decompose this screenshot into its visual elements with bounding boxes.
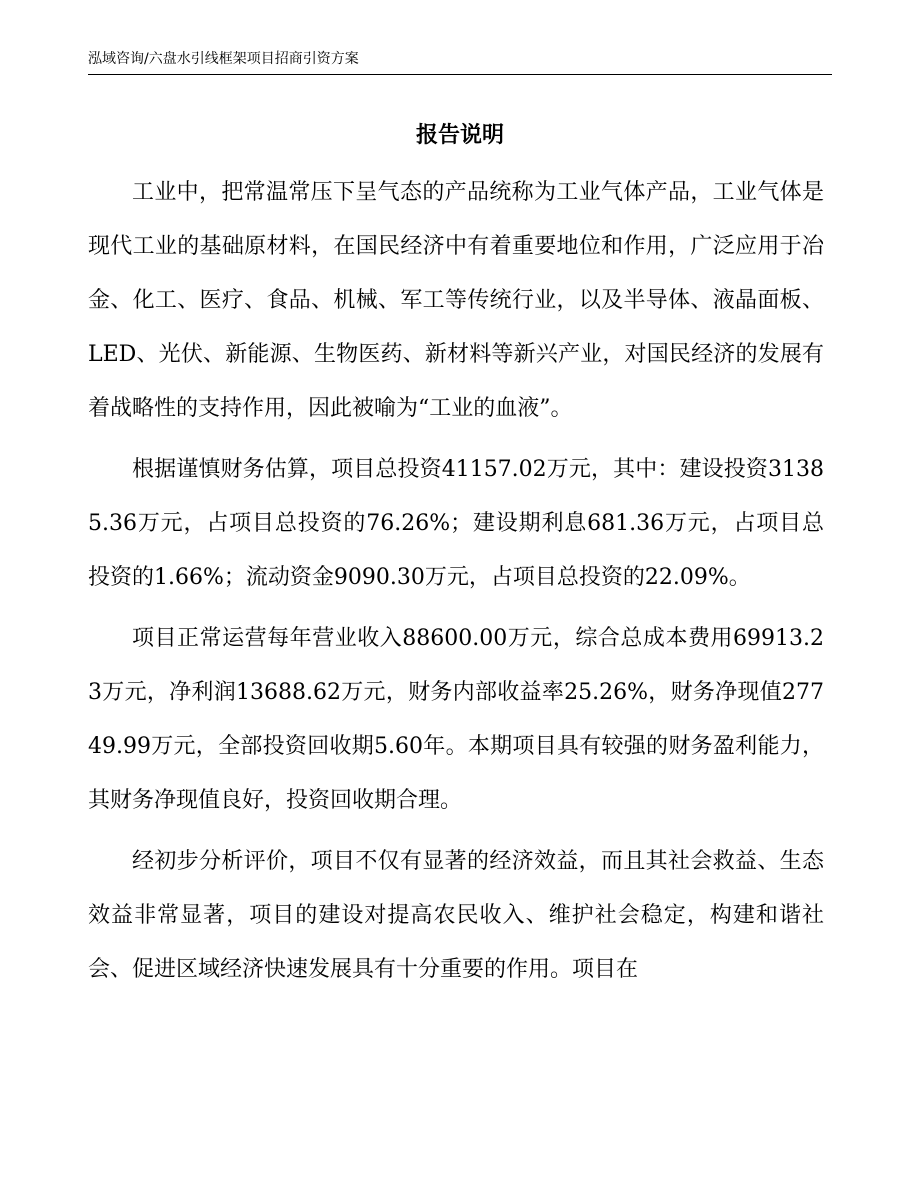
paragraph-investment: 根据谨慎财务估算，项目总投资41157.02万元，其中：建设投资31385.36万元，占项目总投资的76.26%；建设期利息681.36万元，占项目总投资的1.66%；流动资金9090.30万元，占项目总投资的22.09%。 <box>88 457 824 590</box>
report-body <box>88 166 824 1004</box>
page-title: 报告说明 <box>415 123 504 148</box>
paragraph-industrial-gas: 工业中，把常温常压下呈气态的产品统称为工业气体产品，工业气体是现代工业的基础原材料，在国民经济中有着重要地位和作用，广泛应用于冶金、化工、医疗、食品、机械、军工等传统行业，以及半导体、液晶面板、LED、光伏、新能源、生物医药、新材料等新兴产业，对国民经济的发展有着战略性的支持作用，因此被喻为“工业的血液”。 <box>88 180 824 421</box>
page-header: 泓域咨询/六盘水引线框架项目招商引资方案 <box>88 51 359 67</box>
paragraph-evaluation: 经初步分析评价，项目不仅有显著的经济效益，而且其社会救益、生态效益非常显著，项目的建设对提高农民收入、维护社会稳定，构建和谐社会、促进区域经济快速发展具有十分重要的作用。项目在 <box>88 849 824 982</box>
paragraph-revenue: 项目正常运营每年营业收入88600.00万元，综合总成本费用69913.23万元，净利润13688.62万元，财务内部收益率25.26%，财务净现值27749.99万元，全部投资回收期5.60年。本期项目具有较强的财务盈利能力，其财务净现值良好，投资回收期合理。 <box>88 626 824 813</box>
header-divider <box>88 74 832 75</box>
